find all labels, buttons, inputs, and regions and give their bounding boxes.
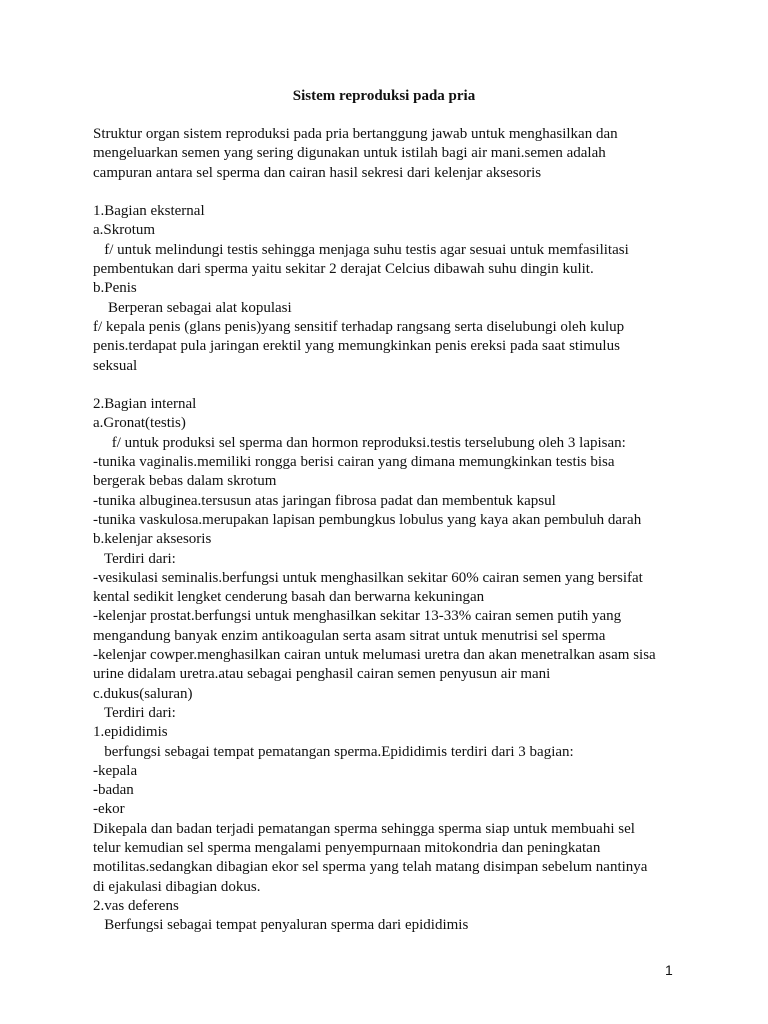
text-line: -vesikulasi seminalis.berfungsi untuk menghasilkan sekitar 60% cairan semen yang bersifat [93,569,643,586]
document-title: Sistem reproduksi pada pria [292,88,476,104]
text-line: b.Penis [93,280,137,297]
text-line: -kelenjar prostat.berfungsi untuk menghasilkan sekitar 13-33% cairan semen putih yang [93,608,622,625]
text-line: Berperan sebagai alat kopulasi [93,299,292,316]
text-line: 2.Bagian internal [93,396,197,413]
text-line: Dikepala dan badan terjadi pematangan sperma sehingga sperma siap untuk membuahi sel [93,820,635,837]
text-line: 1.epididimis [93,724,168,741]
text-line [93,376,693,395]
text-line: a.Gronat(testis) [93,415,186,432]
text-line: campuran antara sel sperma dan cairan hasil sekresi dari kelenjar aksesoris [93,164,542,181]
text-line: pembentukan dari sperma yaitu sekitar 2 derajat Celcius dibawah suhu dingin kulit. [93,261,594,278]
text-line: urine didalam uretra.atau sebagai penghasil cairan semen penyusun air mani [93,666,551,683]
text-line: seksual [93,357,138,374]
text-line: f/ untuk produksi sel sperma dan hormon reproduksi.testis terselubung oleh 3 lapisan: [93,434,626,451]
text-line: -tunika vaginalis.memiliki rongga berisi cairan yang dimana memungkinkan testis bisa [93,454,615,471]
text-line: Berfungsi sebagai tempat penyaluran sperma dari epididimis [93,917,469,934]
text-line: f/ kepala penis (glans penis)yang sensitif terhadap rangsang serta diselubungi oleh kulup [93,318,625,335]
text-line: mengandung banyak enzim antikoagulan serta asam sitrat untuk menutrisi sel sperma [93,627,606,644]
text-line: bergerak bebas dalam skrotum [93,473,277,490]
text-line: -ekor [93,801,125,818]
text-line: -badan [93,782,134,799]
text-line: Terdiri dari: [93,704,176,721]
text-line: 1.Bagian eksternal [93,203,205,220]
text-line: mengeluarkan semen yang sering digunakan untuk istilah bagi air mani.semen adalah [93,145,606,162]
text-line: -tunika albuginea.tersusun atas jaringan fibrosa padat dan membentuk kapsul [93,492,556,509]
text-line: di ejakulasi dibagian dokus. [93,878,261,895]
text-line: a.Skrotum [93,222,156,239]
text-line: f/ untuk melindungi testis sehingga menjaga suhu testis agar sesuai untuk memfasilitasi [93,241,629,258]
text-line: telur kemudian sel sperma mengalami penyempurnaan mitokondria dan peningkatan [93,839,601,856]
text-line: 2.vas deferens [93,897,179,914]
text-line: berfungsi sebagai tempat pematangan sperma.Epididimis terdiri dari 3 bagian: [93,743,574,760]
text-line: -tunika vaskulosa.merupakan lapisan pembungkus lobulus yang kaya akan pembuluh darah [93,511,642,528]
text-line: -kelenjar cowper.menghasilkan cairan untuk melumasi uretra dan akan menetralkan asam sisa [93,647,656,664]
text-line: penis.terdapat pula jaringan erektil yang memungkinkan penis ereksi pada saat stimulus [93,338,620,355]
document-body [93,125,693,935]
text-line [93,183,693,202]
text-line: -kepala [93,762,138,779]
text-line: b.kelenjar aksesoris [93,531,212,548]
text-line: kental sedikit lengket cenderung basah dan berwarna kekuningan [93,589,485,606]
page-number: 1 [665,962,673,978]
text-line: Terdiri dari: [93,550,176,567]
text-line: Struktur organ sistem reproduksi pada pria bertanggung jawab untuk menghasilkan dan [93,126,618,142]
text-line: c.dukus(saluran) [93,685,193,702]
text-line: motilitas.sedangkan dibagian ekor sel sperma yang telah matang disimpan sebelum nantinya [93,859,648,876]
